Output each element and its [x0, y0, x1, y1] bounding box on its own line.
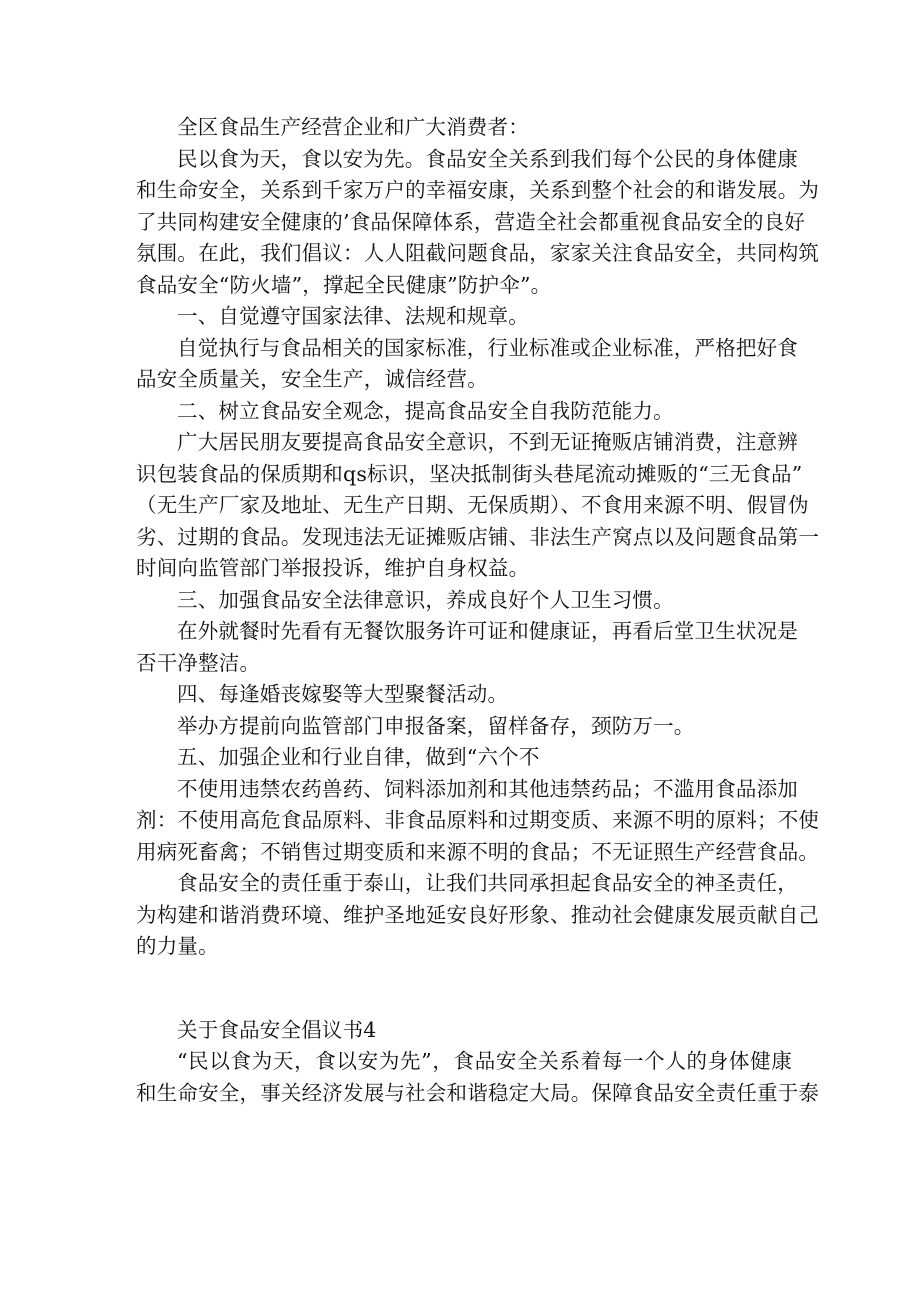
paragraph-line: 剂：不使用高危食品原料、非食品原料和过期变质、来源不明的原料；不使 [136, 808, 820, 832]
section-heading: 五、加强企业和行业自律，做到“六个不 [177, 745, 540, 769]
section-heading: 二、树立食品安全观念，提高食品安全自我防范能力。 [177, 398, 674, 423]
paragraph-line: “民以食为天，食以安为先”，食品安全关系着每一个人的身体健康 [177, 1049, 792, 1073]
section-title: 关于食品安全倡议书4 [177, 1017, 377, 1042]
paragraph-line: 为构建和谐消费环境、维护圣地延安良好形象、推动社会健康发展贡献自己 [136, 902, 820, 927]
section-heading: 四、每逢婚丧嫁娶等大型聚餐活动。 [177, 682, 509, 706]
paragraph-line: 的力量。 [136, 934, 219, 958]
paragraph-line: 举办方提前向监管部门申报备案，留样备存，颈防万一。 [177, 713, 695, 738]
paragraph-line: 识包装食品的保质期和qs标识，坚决抵制街头巷尾流动摊贩的“三无食品” [136, 461, 803, 486]
paragraph-line: 不使用违禁农药兽药、饲料添加剂和其他违禁药品；不滥用食品添加 [177, 776, 798, 801]
paragraph-line: 在外就餐时先看有无餐饮服务许可证和健康证，再看后堂卫生状况是 [177, 619, 798, 643]
paragraph-line: 和生命安全，关系到千家万户的幸福安康，关系到整个社会的和谐发展。为 [136, 178, 820, 202]
paragraph-line: 自觉执行与食品相关的国家标准，行业标准或企业标准，严格把好食 [177, 335, 798, 360]
paragraph-line: 用病死畜禽；不销售过期变质和来源不明的食品；不无证照生产经营食品。 [136, 839, 820, 864]
paragraph-line: 了共同构建安全健康的’食品保障体系，营造全社会都重视食品安全的良好 [136, 209, 806, 234]
paragraph-line: 食品安全的责任重于泰山，让我们共同承担起食品安全的神圣责任， [177, 871, 798, 895]
section-heading: 一、自觉遵守国家法律、法规和规章。 [177, 304, 529, 328]
paragraph-line: （无生产厂家及地址、无生产日期、无保质期）、不食用来源不明、假冒伪 [136, 493, 809, 517]
paragraph-line: 劣、过期的食品。发现违法无证摊贩店铺、非法生产窝点以及问题食品第一 [136, 524, 820, 549]
paragraph-line: 和生命安全，事关经济发展与社会和谐稳定大局。保障食品安全责任重于泰 [136, 1080, 820, 1105]
paragraph-line: 时间向监管部门举报投诉，维护自身权益。 [136, 556, 530, 580]
paragraph-line: 氛围。在此，我们倡议：人人阻截问题食品，家家关注食品安全，共同构筑 [136, 241, 820, 265]
section-heading: 三、加强食品安全法律意识，养成良好个人卫生习惯。 [177, 587, 674, 612]
paragraph-line: 否干净整洁。 [136, 650, 261, 675]
paragraph-line: 广大居民朋友要提高食品安全意识，不到无证掩贩店铺消费，注意辨 [177, 430, 798, 454]
paragraph-line: 品安全质量关，安全生产，诚信经营。 [136, 367, 488, 391]
document-body [136, 112, 820, 1109]
salutation: 全区食品生产经营企业和广大消费者： [177, 115, 529, 139]
paragraph-line: 民以食为天，食以安为先。食品安全关系到我们每个公民的身体健康 [177, 146, 798, 171]
paragraph-line: 食品安全“防火墙”，撑起全民健康”防护伞”。 [136, 272, 552, 297]
section-spacer [136, 963, 792, 1015]
